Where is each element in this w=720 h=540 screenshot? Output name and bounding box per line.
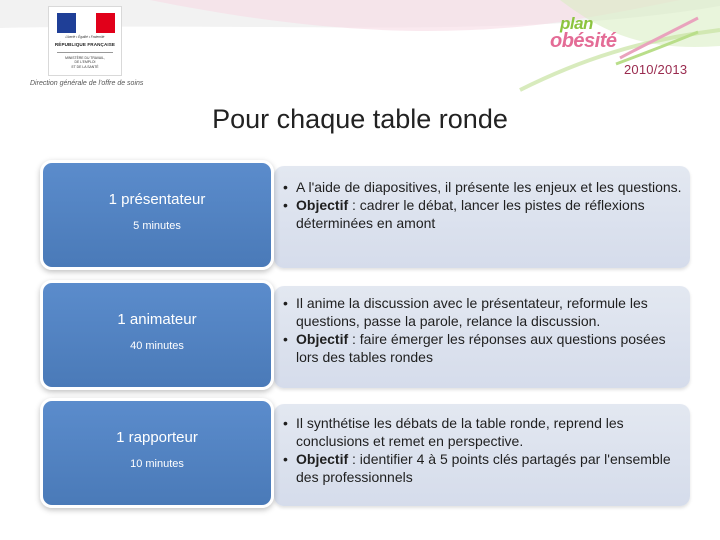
- bullet-icon: •: [283, 331, 288, 347]
- role-duration: 10 minutes: [130, 458, 184, 470]
- bullet-icon: •: [283, 197, 288, 213]
- gov-ministry: [53, 56, 117, 69]
- role-card: [40, 280, 274, 390]
- gov-ministry-line: MINISTÈRE DU TRAVAIL,: [65, 56, 105, 60]
- page-title: [0, 104, 720, 135]
- role-card: [40, 160, 274, 270]
- bullet-text: Il anime la discussion avec le présentateur, reformule les questions, passe la parole, relance la discussion.: [296, 295, 648, 329]
- bullet-text: : cadrer le débat, lancer les pistes de réflexions déterminées en amont: [296, 197, 645, 231]
- bullet-bold: Objectif: [296, 451, 349, 467]
- list-item: [280, 414, 684, 450]
- french-flag-icon: [57, 13, 115, 33]
- gov-direction: Direction générale de l'offre de soins: [30, 80, 144, 87]
- government-logo: [48, 6, 122, 76]
- bullet-icon: •: [283, 415, 288, 431]
- gov-ministry-line: DE L'EMPLOI: [74, 60, 96, 65]
- bullet-icon: •: [283, 451, 288, 467]
- bullet-text: A l'aide de diapositives, il présente les enjeux et les questions.: [296, 179, 682, 195]
- page-title-text: Pour chaque table ronde: [212, 104, 508, 134]
- plan-logo-obesite: obésité: [550, 30, 617, 52]
- role-detail-list: [280, 414, 684, 486]
- role-row-presenter: [40, 166, 690, 268]
- gov-ministry-line: ET DE LA SANTÉ: [71, 64, 99, 69]
- bullet-bold: Objectif: [296, 197, 349, 213]
- plan-logo-plan: plan: [560, 14, 593, 33]
- role-row-reporter: [40, 404, 690, 506]
- role-name: 1 rapporteur: [116, 429, 198, 446]
- bullet-text: : identifier 4 à 5 points clés partagés par l'ensemble des professionnels: [296, 451, 671, 485]
- bullet-text: : faire émerger les réponses aux questions posées lors des tables rondes: [296, 331, 666, 365]
- plan-obesite-logo: [540, 12, 700, 84]
- list-item: [280, 330, 684, 366]
- list-item: [280, 450, 684, 486]
- role-card: [40, 398, 274, 508]
- role-row-animator: [40, 286, 690, 388]
- bullet-text: Il synthétise les débats de la table ronde, reprend les conclusions et remet en perspective.: [296, 415, 624, 449]
- bullet-bold: Objectif: [296, 331, 349, 347]
- list-item: [280, 178, 684, 196]
- role-detail-list: [280, 178, 684, 232]
- plan-logo-years: 2010/2013: [624, 62, 688, 77]
- bullet-icon: •: [283, 295, 288, 311]
- gov-divider: [57, 52, 113, 53]
- role-name: 1 présentateur: [108, 191, 206, 208]
- list-item: [280, 196, 684, 232]
- role-duration: 5 minutes: [133, 220, 181, 232]
- gov-motto: Liberté • Égalité • Fraternité: [65, 35, 105, 39]
- list-item: [280, 294, 684, 330]
- gov-republic: RÉPUBLIQUE FRANÇAISE: [54, 42, 116, 47]
- role-duration: 40 minutes: [130, 340, 184, 352]
- role-detail-list: [280, 294, 684, 366]
- role-name: 1 animateur: [117, 311, 197, 328]
- bullet-icon: •: [283, 179, 288, 195]
